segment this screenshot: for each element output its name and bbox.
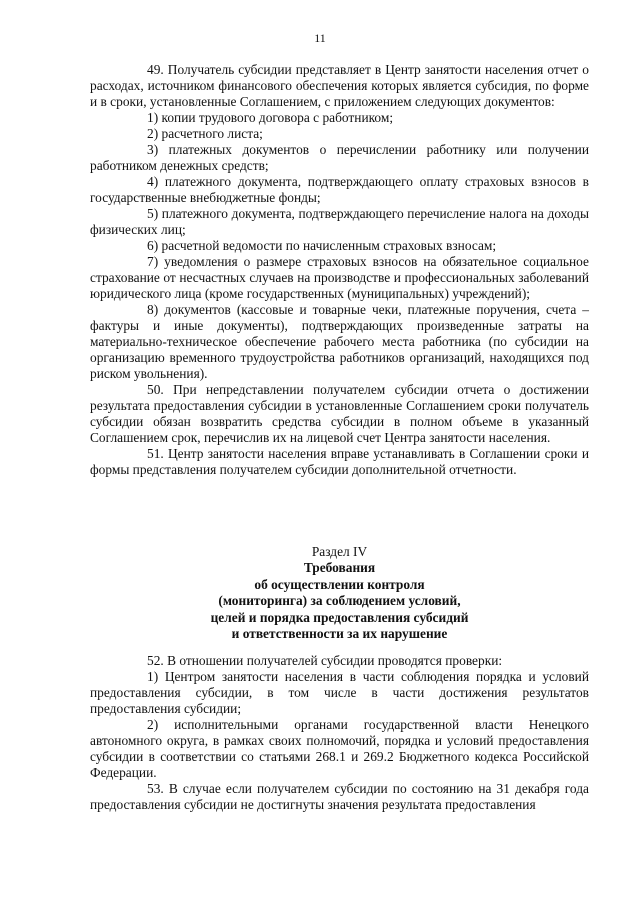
list-item-49-7: 7) уведомления о размере страховых взносов на обязательное социальное страхование от несчастных случаев на производстве и профессиональных заболеваний юридического лица (кроме государственных (муниципальных) учреждений); — [90, 254, 589, 301]
list-item-49-1: 1) копии трудового договора с работником; — [147, 110, 394, 125]
section-title-line: и ответственности за их нарушение — [231, 626, 448, 642]
section-title-line: целей и порядка предоставления субсидий — [210, 609, 469, 625]
section-title-line: об осуществлении контроля — [254, 576, 425, 592]
list-item-49-3: 3) платежных документов о перечислении работнику или получении работником денежных средств; — [90, 142, 589, 173]
list-item-49-4: 4) платежного документа, подтверждающего оплату страховых взносов в государственные внебюджетные фонды; — [90, 174, 589, 205]
list-item-52-2: 2) исполнительными органами государственной власти Ненецкого автономного округа, в рамках своих полномочий, порядка и условий предоставления субсидии в соответствии со статьями 268.1 и 269.2 Бюджетного кодекса Российской Федерации. — [90, 717, 589, 780]
paragraph-50: 50. При непредставлении получателем субсидии отчета о достижении результата предоставления субсидии в установленные Соглашением сроки получатель субсидии обязан возвратить средства субсидии в полном объеме в указанный Соглашением срок, перечислив их на лицевой счет Центра занятости населения. — [90, 382, 589, 445]
list-item-49-2: 2) расчетного листа; — [147, 126, 263, 141]
page-number: 11 — [314, 31, 326, 45]
paragraph-53: 53. В случае если получателем субсидии по состоянию на 31 декабря года предоставления субсидии не достигнуты значения результата предоставления — [90, 781, 589, 812]
paragraph-51: 51. Центр занятости населения вправе устанавливать в Соглашении сроки и формы представления получателем субсидии дополнительной отчетности. — [90, 446, 589, 477]
section-title-line: Требования — [303, 560, 376, 576]
body-text-bottom — [90, 653, 589, 813]
section-number: Раздел IV — [311, 544, 368, 559]
paragraph-49: 49. Получатель субсидии представляет в Центр занятости населения отчет о расходах, источником финансового обеспечения которых является субсидия, по форме и в сроки, установленные Соглашением, с приложением следующих документов: — [90, 62, 589, 109]
section-title-line: (мониторинга) за соблюдением условий, — [218, 593, 461, 609]
list-item-49-6: 6) расчетной ведомости по начисленным страховых взносам; — [147, 238, 497, 253]
paragraph-52: 52. В отношении получателей субсидии проводятся проверки: — [147, 653, 503, 668]
section-heading — [90, 544, 589, 642]
list-item-52-1: 1) Центром занятости населения в части соблюдения порядка и условий предоставления субсидии, в том числе в части достижения результатов предоставления субсидии; — [90, 669, 589, 716]
list-item-49-5: 5) платежного документа, подтверждающего перечисление налога на доходы физических лиц; — [90, 206, 589, 237]
list-item-49-8: 8) документов (кассовые и товарные чеки, платежные поручения, счета – фактуры и иные документы), подтверждающих произведенные затраты на материально-техническое обеспечение рабочего места работника (по субсидии на организацию временного трудоустройства работников организаций, находящихся под риском увольнения). — [90, 302, 589, 381]
body-text-top — [90, 62, 589, 478]
